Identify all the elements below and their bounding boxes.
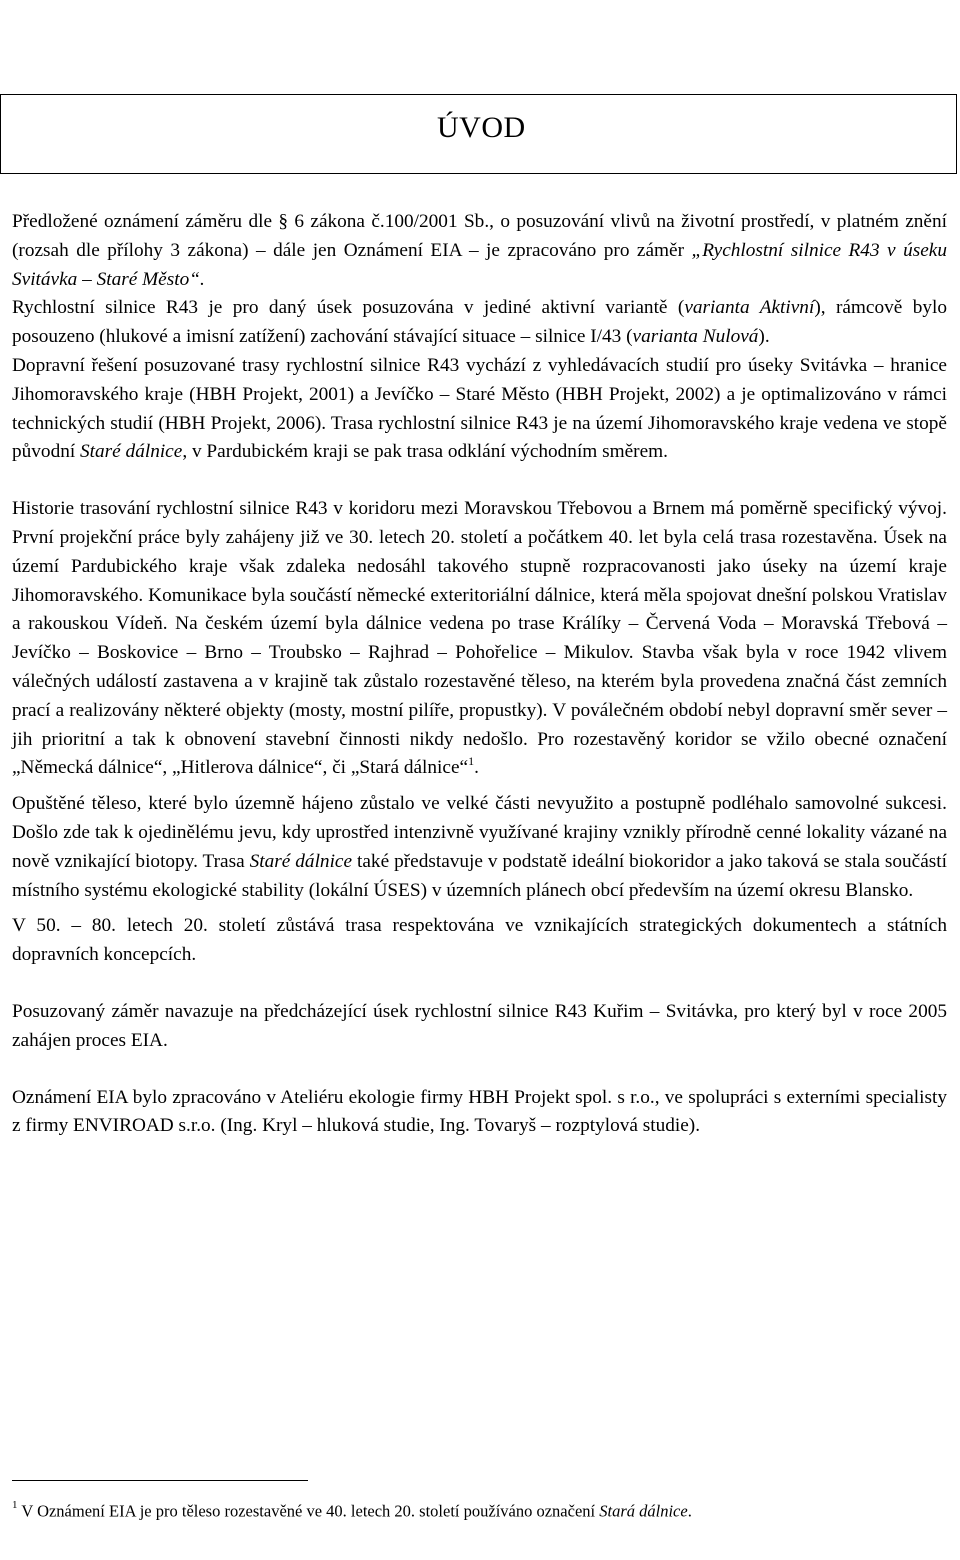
text: Dopravní řešení posuzované trasy rychlostní silnice R43 vychází z vyhledávacích studií pro úseky Svitávka – hranice Jihomoravského kraje (HBH Projekt, 2001) a Jevíčko – Staré Město (HBH Projekt, 2002) a je optimalizováno v rámci technických studií (HBH Projekt, 2006). Trasa rychlostní silnice R43 je na území Jihomoravského kraje vedena ve stopě původní: [12, 354, 947, 463]
variant-active: varianta Aktivní: [684, 297, 815, 319]
paragraph-intro: [12, 208, 947, 294]
variant-zero: varianta Nulová: [632, 326, 759, 348]
text: .: [474, 757, 479, 779]
running-header-title: Rychlostní silnice R43 v úseku Svitávka – Staré Město: [508, 1, 946, 20]
old-motorway-term: Staré dálnice: [80, 441, 183, 463]
paragraph-strategy: V 50. – 80. letech 20. století zůstává trasa respektována ve vznikajících strategických dokumentech a státních dopravních koncepcích.: [12, 915, 947, 966]
paragraph-connection: Posuzovaný záměr navazuje na předcházející úsek rychlostní silnice R43 Kuřim – Svitávka, pro který byl v roce 2005 zahájen proces EIA.: [12, 1000, 947, 1051]
footnote: [12, 1495, 692, 1524]
footnote-number: 1: [12, 1499, 18, 1511]
text: ).: [758, 326, 770, 348]
paragraph-succession: [12, 790, 947, 905]
old-motorway-term: Staré dálnice: [249, 850, 353, 872]
paragraph-routing: [12, 352, 947, 467]
footer-company: HBH Projekt spol. s r. o.: [12, 1534, 193, 1553]
text: také představuje v podstatě ideální biokoridor a jako taková se stala součástí místního systému ekologické stability (lokální ÚSES) v územních plánech obcí především na území okresu Blansko.: [12, 850, 947, 901]
footnote-term: Stará dálnice: [599, 1501, 688, 1521]
section-title-box: [0, 94, 957, 174]
paragraph-authors: Oznámení EIA bylo zpracováno v Ateliéru ekologie firmy HBH Projekt spol. s r.o., ve spolupráci s externími specialisty z firmy ENVIROAD s.r.o. (Ing. Kryl – hluková studie, Ing. Tovaryš – rozptylová studie).: [12, 1086, 947, 1137]
text: ), rámcově bylo posouzeno (hlukové a imisní zatížení) zachování stávající situace – silnice I/43 (: [12, 297, 948, 348]
body-text: [12, 208, 947, 1141]
text: Rychlostní silnice R43 je pro daný úsek posuzována v jediné aktivní variantě (: [12, 297, 685, 319]
footnote-text-end: .: [687, 1501, 692, 1521]
footnote-separator: [12, 1480, 308, 1481]
paragraph-intro-text: Předložené oznámení záměru dle § 6 zákona č.100/2001 Sb., o posuzování vlivů na životní prostředí, v platném znění (rozsah dle přílohy 3 zákona) – dále jen Oznámení EIA – je zpracováno pro záměr: [12, 211, 947, 261]
section-title: ÚVOD: [437, 111, 526, 144]
footnote-text: V Oznámení EIA je pro těleso rozestavěné ve 40. letech 20. století používáno označení: [17, 1501, 600, 1521]
running-header-subtitle: Oznámení dle § 6 zákona č.100/2001 Sb., o posuzování vlivů na životní prostředí: [334, 22, 946, 41]
footer-date: Brno, říjen 2006: [825, 1534, 946, 1553]
text: Historie trasování rychlostní silnice R43 v koridoru mezi Moravskou Třebovou a Brnem má poměrně specifický vývoj. První projekční práce byly zahájeny již ve 30. letech 20. století a počátkem 40. let byla celá trasa rozestavěna. Úsek na území Pardubického kraje však zdaleka nedosáhl takového stupně rozpracovanosti jako úseky na území kraje Jihomoravského. Komunikace byla součástí německé exteritoriální dálnice, která měla spojovat dnešní polskou Vratislav a rakouskou Vídeň. Na českém území byla dálnice vedena po trase Králíky – Červená Voda – Moravská Třebová – Jevíčko – Boskovice – Brno – Troubsko – Rajhrad – Pohořelice – Mikulov. Stavba však byla v roce 1942 vlivem válečných událostí zastavena a v krajině tak zůstalo rozestavěné těleso, na kterém byla provedena značná část zemních prací a realizovány některé objekty (mosty, mostní pilíře, propustky). V poválečném období nebyl dopravní směr sever – jih prioritní a tak k obnovení stavební činnosti nikdy nedošlo. Pro rozestavěný koridor se vžilo obecné označení „Německá dálnice“, „Hitlerova dálnice“, či „Stará dálnice“: [12, 498, 947, 779]
paragraph-variants: [12, 294, 947, 352]
paragraph-history: [12, 495, 947, 783]
footnote-reference[interactable]: 1: [468, 754, 475, 769]
text: , v Pardubickém kraji se pak trasa odklání východním směrem.: [182, 441, 668, 463]
page-footer: [0, 1534, 960, 1560]
text: Opuštěné těleso, které bylo územně hájeno zůstalo ve velké části nevyužito a postupně podléhalo samovolné sukcesi. Došlo zde tak k ojedinělému jevu, kdy uprostřed intenzivně využívané krajiny vznikly přírodně cenné lokality vázané na nově vznikající biotopy. Trasa: [12, 793, 947, 872]
project-name: „Rychlostní silnice R43 v úseku Svitávka – Staré Město“.: [12, 239, 947, 290]
page-number: 5: [470, 1533, 480, 1555]
